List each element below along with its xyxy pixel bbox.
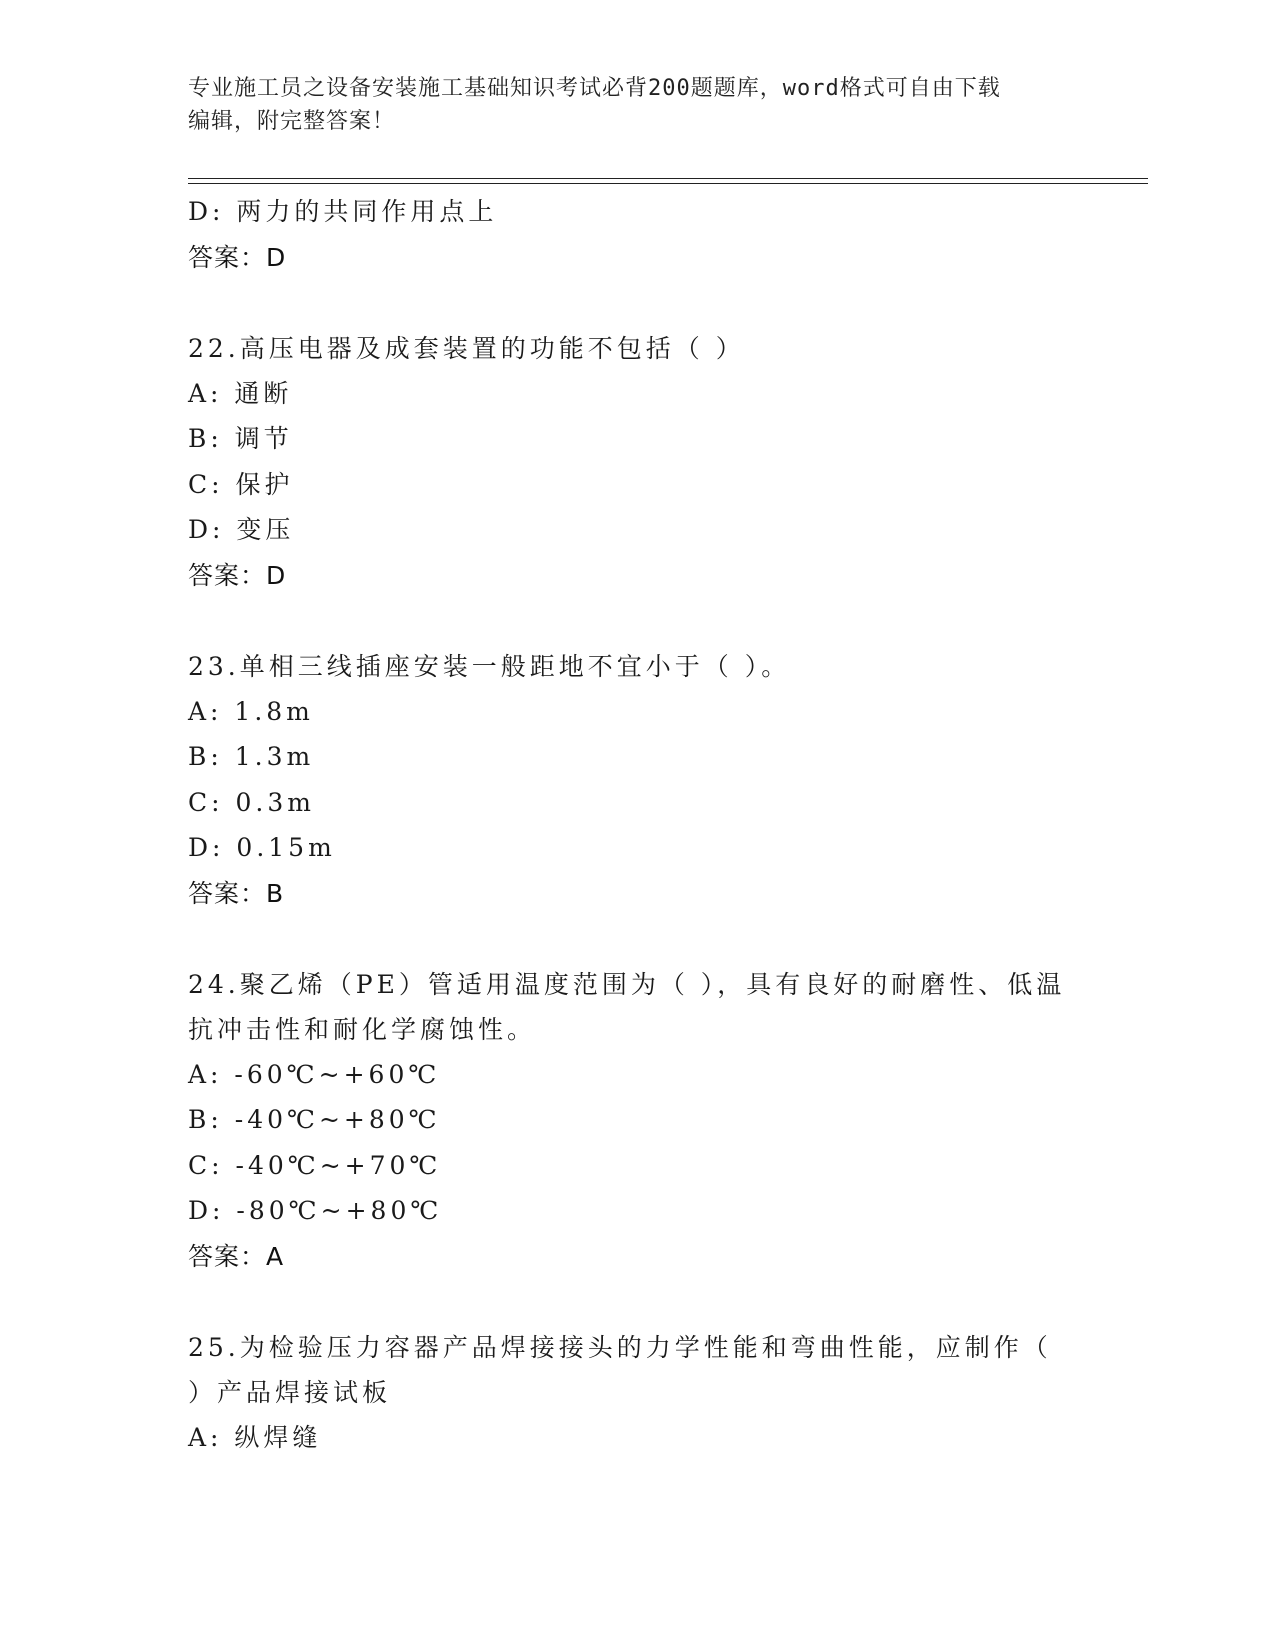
spacer	[188, 917, 1088, 962]
option-a: A: 纵焊缝	[188, 1422, 322, 1452]
option-b: B: -40℃~+80℃	[188, 1105, 441, 1134]
option-a: A: 1.8m	[188, 696, 314, 726]
option-d: D: 两力的共同作用点上	[188, 197, 498, 226]
answer-label: 答案：D	[188, 242, 287, 272]
answer-label: 答案：A	[188, 1241, 285, 1271]
spacer	[188, 599, 1088, 644]
question-25	[188, 1325, 1088, 1461]
option-a: A: -60℃~+60℃	[188, 1059, 441, 1089]
answer-label: 答案：D	[188, 560, 287, 590]
spacer	[188, 1280, 1088, 1325]
option-a: A: 通断	[188, 378, 293, 408]
question-23	[188, 644, 1088, 917]
option-b: B: 调节	[188, 424, 293, 453]
question-24	[188, 962, 1088, 1280]
option-b: B: 1.3m	[188, 742, 315, 771]
option-c: C: 保护	[188, 469, 294, 499]
question-text-line-1: 24.聚乙烯（PE）管适用温度范围为（ ），具有良好的耐磨性、低温	[188, 969, 1066, 999]
header-divider-bottom	[188, 183, 1148, 184]
question-text: 23.单相三线插座安装一般距地不宜小于（ ）。	[188, 651, 791, 681]
document-header	[188, 72, 1068, 138]
question-text-line-2: ）产品焊接试板	[188, 1377, 392, 1407]
question-text: 22.高压电器及成套装置的功能不包括（ ）	[188, 333, 745, 363]
header-title-line-2: 编辑，附完整答案！	[188, 109, 396, 134]
option-d: D: 变压	[188, 515, 295, 544]
option-d: D: -80℃~+80℃	[188, 1196, 443, 1225]
header-title-line-1: 专业施工员之设备安装施工基础知识考试必背200题题库，word格式可自由下载	[188, 76, 1001, 101]
option-c: C: -40℃~+70℃	[188, 1150, 442, 1180]
question-22	[188, 326, 1088, 599]
spacer	[188, 281, 1088, 326]
question-text-line-1: 25.为检验压力容器产品焊接接头的力学性能和弯曲性能，应制作（	[188, 1332, 1052, 1362]
header-divider-top	[188, 178, 1148, 179]
question-text-line-2: 抗冲击性和耐化学腐蚀性。	[188, 1014, 537, 1044]
option-c: C: 0.3m	[188, 787, 315, 817]
question-list	[188, 189, 1088, 1460]
answer-label: 答案：B	[188, 878, 285, 908]
option-d: D: 0.15m	[188, 833, 336, 862]
